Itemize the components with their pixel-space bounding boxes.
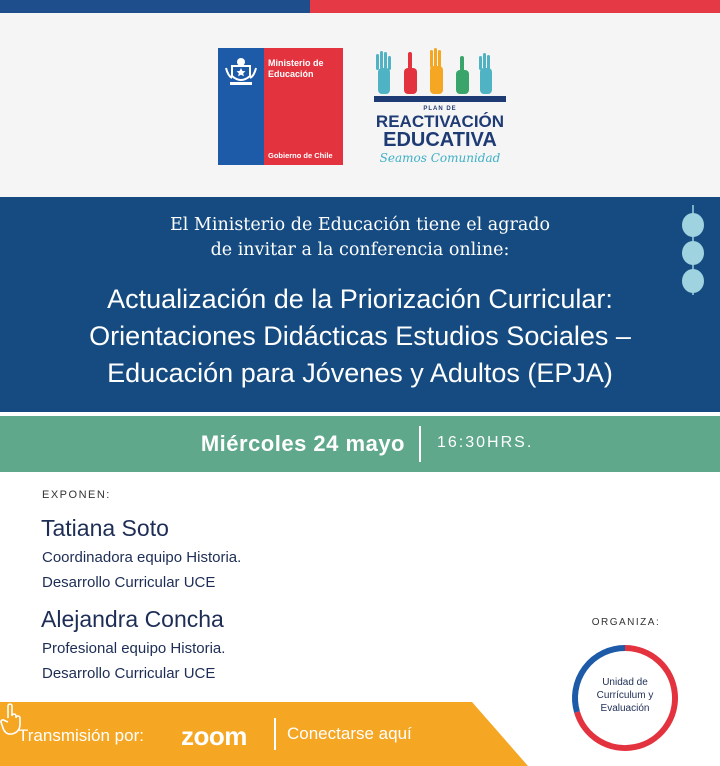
speaker-name: Alejandra Concha — [41, 606, 224, 632]
top-color-bar — [0, 0, 720, 13]
date-separator — [419, 426, 421, 462]
decorative-leaves-icon — [678, 205, 708, 295]
plan-line2: EDUCATIVA — [383, 129, 497, 151]
mineduc-name: Ministerio de Educación — [268, 58, 324, 79]
title-line1: Actualización de la Priorización Curricular: — [107, 284, 613, 314]
logo-area — [0, 13, 720, 197]
connect-link[interactable]: Conectarse aquí — [287, 724, 412, 743]
zoom-logo: zoom — [181, 721, 247, 751]
intro-line1: El Ministerio de Educación tiene el agrado — [170, 215, 550, 235]
plan-reactivacion-logo — [374, 48, 506, 168]
pointer-hand-icon[interactable] — [0, 702, 24, 736]
invitation-text — [0, 213, 720, 263]
intro-line2: de invitar a la conferencia online: — [210, 240, 510, 260]
gobierno-label: Gobierno de Chile — [268, 151, 333, 160]
organizer-name: Unidad de Currículum y Evaluación — [596, 677, 654, 714]
footer-separator — [274, 718, 276, 750]
title-line3: Educación para Jóvenes y Adultos (EPJA) — [107, 358, 613, 388]
speaker-role: Coordinadora equipo Historia. — [42, 549, 242, 566]
speaker-dept: Desarrollo Curricular UCE — [42, 574, 216, 591]
plan-tagline: Seamos Comunidad — [379, 151, 501, 165]
plan-small-label: PLAN DE — [423, 106, 457, 112]
hero-banner — [0, 197, 720, 412]
speaker-name: Tatiana Soto — [41, 515, 169, 541]
event-time: 16:30HRS. — [437, 434, 534, 451]
top-bar-blue — [0, 0, 310, 13]
mineduc-logo — [218, 48, 343, 165]
speaker-role: Profesional equipo Historia. — [42, 640, 226, 657]
title-line2: Orientaciones Didácticas Estudios Sociales – — [89, 321, 631, 351]
top-bar-red — [310, 0, 720, 13]
speaker-dept: Desarrollo Curricular UCE — [42, 665, 216, 682]
conference-title — [0, 281, 720, 392]
chile-coat-of-arms-icon — [222, 54, 260, 88]
speakers-label: EXPONEN: — [42, 489, 111, 501]
event-date: Miércoles 24 mayo — [200, 431, 405, 456]
organizer-label: ORGANIZA: — [591, 617, 661, 628]
date-band — [0, 416, 720, 472]
raised-hands-icon — [374, 48, 506, 108]
transmission-footer[interactable] — [0, 702, 720, 766]
transmission-label: Transmisión por: — [18, 726, 144, 745]
plan-line1: REACTIVACIÓN — [375, 112, 505, 131]
